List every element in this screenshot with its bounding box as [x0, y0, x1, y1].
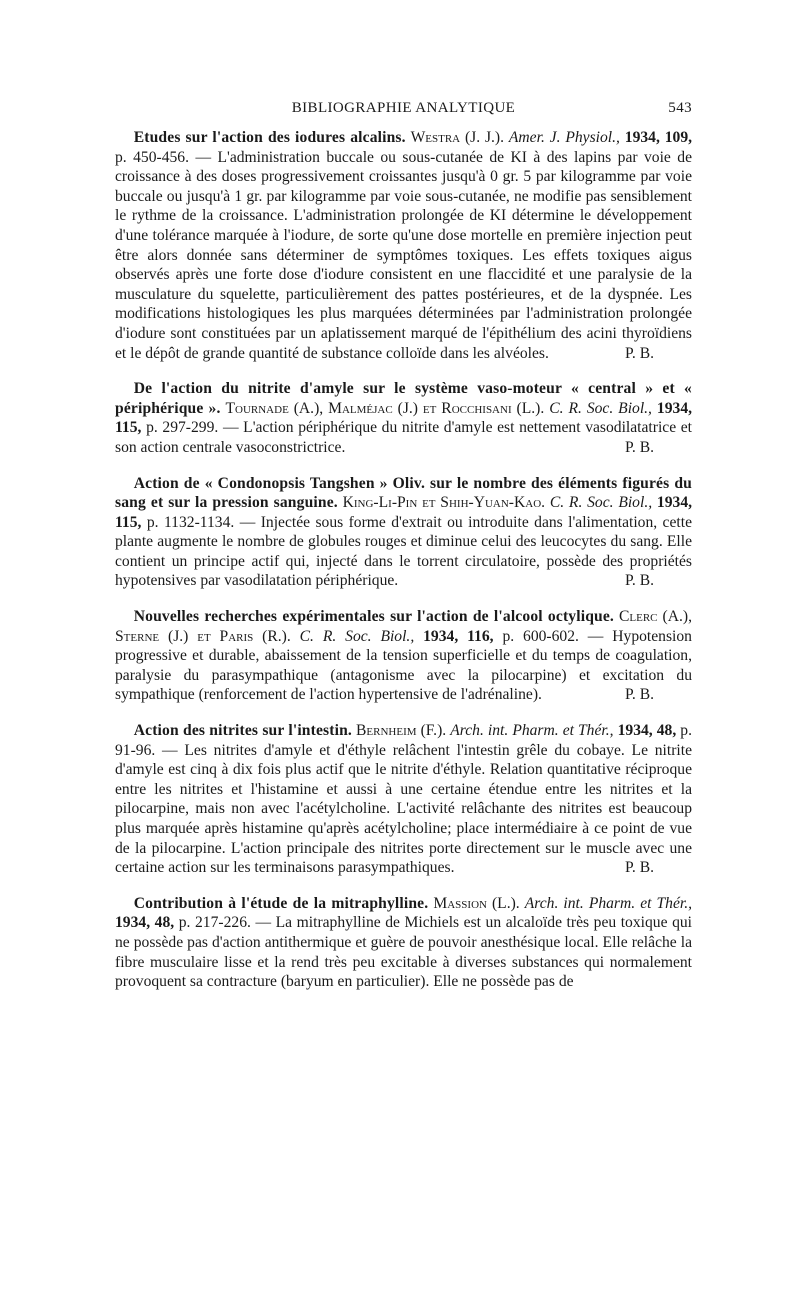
entry-text: — Hypotension progressive et durable, abaissement de la tension superficielle et du temps de coagulation, paralysie du parasympathique (antagonisme avec la pilocarpine) et excitation du sympathique (renforcement de l'action hypertensive de l'adrénaline).	[115, 627, 692, 704]
entry-pages: p. 217-226.	[178, 914, 251, 932]
entry-volume: 48,	[154, 914, 175, 932]
entry-title: De l'action du nitrite d'amyle sur le système vaso-moteur « central » et « périphérique ».	[115, 380, 692, 417]
abstract-entry	[115, 379, 692, 457]
entry-title: Etudes sur l'action des iodures alcalins.	[133, 129, 406, 146]
entry-year: 1934,	[656, 399, 693, 417]
entry-title: Action des nitrites sur l'intestin.	[133, 722, 352, 740]
entry-authors: Massion (L.).	[433, 894, 520, 912]
entry-pages: p. 600-602.	[502, 627, 579, 645]
entry-volume: 116,	[467, 627, 494, 645]
entry-authors: King-Li-Pin et Shih-Yuan-Kao.	[342, 494, 546, 512]
entry-authors: Bernheim (F.).	[356, 722, 447, 740]
entry-text: — Injectée sous forme d'extrait ou introduite dans l'alimentation, cette plante augmente le nombre de globules rouges et diminue celui des leucocytes du sang. Elle contient un principe actif qui, injecté dans le torrent circulatoire, possède des propriétés hypotensives par vasodilatation périphérique.	[115, 513, 692, 590]
abstract-entry	[115, 474, 692, 592]
entry-authors: Clerc (A.), Sterne (J.) et Paris (R.).	[115, 608, 692, 645]
running-header	[115, 100, 692, 126]
entry-journal: Amer. J. Physiol.,	[508, 129, 620, 146]
entry-year: 1934,	[423, 627, 459, 645]
entry-title: Contribution à l'étude de la mitraphylline.	[133, 894, 429, 912]
entry-signature: P. B.	[624, 344, 654, 362]
entry-year: 1934,	[617, 722, 653, 740]
abstract-entry	[115, 607, 692, 705]
entry-authors: Westra (J. J.).	[410, 129, 505, 146]
entry-journal: C. R. Soc. Biol.,	[549, 399, 652, 417]
entry-year: 1934,	[656, 494, 693, 512]
entry-pages: p. 91-96.	[115, 722, 692, 759]
entry-text: — L'administration buccale ou sous-cutanée de KI à des lapins par voie de croissance à des doses progressivement croissantes jusqu'à 0 gr. 5 par kilogramme par voie buccale ou jusqu'à 1 gr. par kilogramme par voie sous-cutanée, ne modifie pas sensiblement le rythme de la croissance. L'administration prolongée de KI détermine le développement d'une tolérance marquée à l'iodure, de sorte qu'une dose mortelle en première injection peut être alors donnée sans déterminer de symptômes toxiques. Les effets toxiques aigus observés après une forte dose d'iodure consistent en une flaccidité et une paralysie de la musculature du squelette, particulièrement des pattes postérieures, et de la dyspnée. Les modifications histologiques les plus marquées déterminées par l'administration prolongée d'iodure sont constituées par un aplatissement marqué de l'épithélium des acini thyroïdiens et le dépôt de grande quantité de substance colloïde dans les alvéoles.	[115, 148, 693, 362]
entry-volume: 109,	[664, 129, 693, 146]
entry-signature: P. B.	[624, 686, 654, 704]
entry-pages: p. 450-456.	[115, 148, 190, 166]
page-number: 543	[668, 100, 692, 116]
entry-title: Action de « Condonopsis Tangshen » Oliv. sur le nombre des éléments figurés du sang et sur la pression sanguine.	[115, 474, 692, 512]
entry-text: — L'action périphérique du nitrite d'amyle est nettement vasodilatatrice et son action centrale vasoconstrictrice.	[115, 419, 693, 456]
entry-volume: 48,	[656, 722, 677, 740]
entry-pages: p. 297-299.	[146, 419, 219, 437]
page-body	[115, 128, 692, 1008]
entry-journal: Arch. int. Pharm. et Thér.,	[450, 722, 614, 740]
abstract-entry	[115, 128, 692, 363]
entry-journal: C. R. Soc. Biol.,	[299, 627, 415, 645]
entry-text: — La mitraphylline de Michiels est un alcaloïde très peu toxique qui ne possède pas d'action antithermique et guère de pouvoir anesthésique local. Elle relâche la fibre musculaire lisse et la rend très peu excitable à diverses substances qui normalement provoquent sa contracture (baryum en particulier). Elle ne possède pas de	[115, 914, 692, 991]
entry-title: Nouvelles recherches expérimentales sur l'action de l'alcool octylique.	[133, 608, 614, 626]
entry-pages: p. 1132-1134.	[146, 513, 235, 531]
entry-signature: P. B.	[624, 572, 654, 590]
entry-journal: C. R. Soc. Biol.,	[549, 494, 653, 512]
entry-signature: P. B.	[624, 438, 654, 456]
entry-year: 1934,	[115, 914, 151, 932]
entry-year: 1934,	[624, 129, 660, 146]
entry-volume: 115,	[115, 419, 142, 437]
entry-authors: Tournade (A.), Malméjac (J.) et Rocchisani (L.).	[225, 399, 545, 417]
entry-signature: P. B.	[624, 859, 654, 877]
entry-text: — Les nitrites d'amyle et d'éthyle relâchent l'intestin grêle du cobaye. Le nitrite d'amyle est cinq à dix fois plus actif que le nitrite d'éthyle. Relation quantitative réciproque entre les nitrites et l'histamine et aussi à une certaine étendue entre les nitrites et la pilocarpine, mais non avec l'acétylcholine. L'activité relâchante des nitrites est beaucoup plus marquée après histamine qu'après acétylcholine; place intermédiaire à ce point de vue de la pilocarpine. L'action principale des nitrites porte directement sur le muscle avec une certaine action sur les terminaisons parasympathiques.	[115, 741, 692, 877]
running-title: BIBLIOGRAPHIE ANALYTIQUE	[291, 100, 516, 116]
abstract-entry	[115, 894, 692, 992]
abstract-entry	[115, 721, 692, 878]
entry-volume: 115,	[115, 513, 142, 531]
entry-journal: Arch. int. Pharm. et Thér.,	[524, 894, 693, 912]
